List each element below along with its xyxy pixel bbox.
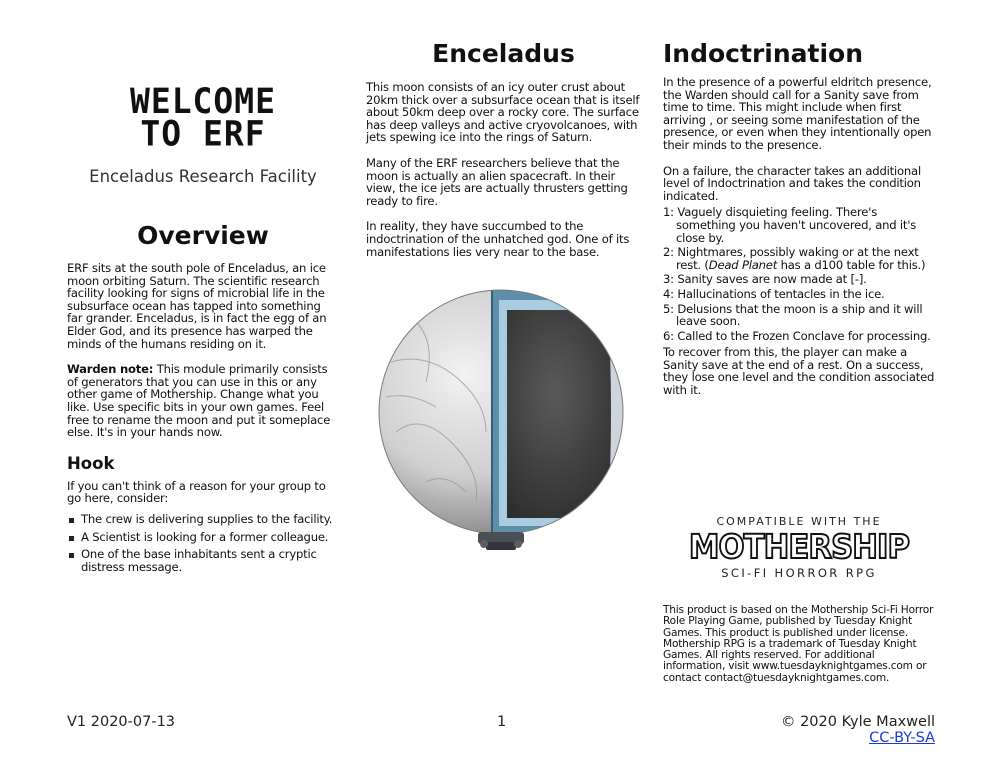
enceladus-cutaway-illustration bbox=[366, 282, 636, 554]
list-item: 1: Vaguely disquieting feeling. There's something you haven't uncovered, and it's close by. bbox=[663, 205, 917, 245]
list-item: 6: Called to the Frozen Conclave for processing. bbox=[663, 328, 931, 343]
overview-body: ERF sits at the south pole of Enceladus, an ice moon orbiting Saturn. The scientific research facility looking for signs of microbial life in the subsurface ocean has tapped into something far grander. Enceladus, is in fact the egg of an Elder God, and its presence has warped the minds of the humans residing on it. bbox=[67, 261, 327, 351]
compat-top-text: COMPATIBLE WITH THE bbox=[716, 515, 882, 528]
logo-line-2: TO ERF bbox=[140, 112, 266, 154]
hook-intro: If you can't think of a reason for your group to go here, consider: bbox=[67, 478, 326, 506]
list-item: One of the base inhabitants sent a cryptic distress message. bbox=[67, 548, 339, 573]
page-number: 1 bbox=[497, 714, 507, 730]
compat-bottom-text: SCI-FI HORROR RPG bbox=[721, 566, 877, 580]
warden-note-text: This module primarily consists of generators that you can use in this or any other game of Mothership. Change what you like. Use specific bits in your own games. Feel free to rename the moon and put it someplace else. It's in your hands now. bbox=[67, 362, 331, 440]
enceladus-heading: Enceladus bbox=[432, 39, 575, 68]
logo-line-1: WELCOME bbox=[129, 80, 277, 122]
welcome-logo bbox=[67, 80, 339, 154]
enceladus-section bbox=[366, 40, 641, 258]
version-label: V1 2020-07-13 bbox=[67, 714, 176, 730]
enceladus-p1: This moon consists of an icy outer crust about 20km thick over a subsurface ocean that is itself about 50km deep over a rocky core. The surface has deep valleys and active cryovolcanoes, with jets spewing ice into the rings of Saturn. bbox=[366, 80, 640, 145]
indoctrination-section bbox=[663, 40, 935, 397]
warden-note bbox=[67, 363, 339, 439]
condition-list bbox=[663, 206, 935, 342]
enceladus-p3: In reality, they have succumbed to the indoctrination of the unhatched god. One of its manifestations lies very near to the base. bbox=[366, 219, 630, 259]
list-item: 3: Sanity saves are now made at [-]. bbox=[663, 272, 867, 287]
list-item: A Scientist is looking for a former colleague. bbox=[67, 531, 339, 544]
copyright-text: © 2020 Kyle Maxwell bbox=[780, 714, 935, 730]
list-item: The crew is delivering supplies to the facility. bbox=[67, 513, 339, 526]
overview-section bbox=[67, 222, 339, 578]
indoctrination-heading: Indoctrination bbox=[663, 39, 863, 68]
compatibility-badge bbox=[663, 515, 935, 580]
list-item: 4: Hallucinations of tentacles in the ice. bbox=[663, 286, 885, 301]
list-item: 5: Delusions that the moon is a ship and it will leave soon. bbox=[663, 301, 923, 329]
condition-2-text-a: 2: Nightmares, possibly waking or at the next rest. ( bbox=[663, 245, 919, 272]
hook-heading: Hook bbox=[67, 453, 115, 473]
mothership-logo: MOTHERSHIP bbox=[688, 527, 910, 566]
indoctrination-p3: To recover from this, the player can make a Sanity save at the end of a rest. On a success, they lose one level and the condition associated with it. bbox=[663, 345, 935, 398]
moon-cutaway bbox=[492, 290, 636, 534]
list-item bbox=[663, 246, 935, 271]
dead-planet-title: Dead Planet bbox=[708, 257, 778, 272]
warden-note-label: Warden note: bbox=[67, 362, 154, 377]
condition-2-text-b: has a d100 table for this.) bbox=[777, 257, 926, 272]
overview-heading: Overview bbox=[137, 221, 269, 250]
indoctrination-p1: In the presence of a powerful eldritch presence, the Warden should call for a Sanity save from time to time. This might include when first arriving , or seeing some manifestation of the presence, or even when they intentionally open their minds to the presence. bbox=[663, 75, 932, 152]
license-link[interactable]: CC-BY-SA bbox=[869, 730, 935, 746]
base-structure bbox=[478, 532, 524, 550]
legal-notice: This product is based on the Mothership Sci-Fi Horror Role Playing Game, published by Tuesday Knight Games. This product is published under license. Mothership RPG is a trademark of Tuesday Knight Games. All rights reserved. For additional information, visit www.tuesdayknightgames.com or contact contact@tuesdayknightgames.com. bbox=[663, 604, 934, 684]
enceladus-p2: Many of the ERF researchers believe that the moon is actually an alien spacecraft. In their view, the ice jets are actually thrusters getting ready to fire. bbox=[366, 155, 628, 208]
copyright-block bbox=[760, 714, 935, 746]
hook-list bbox=[67, 513, 339, 573]
subtitle: Enceladus Research Facility bbox=[89, 167, 317, 186]
indoctrination-p2: On a failure, the character takes an additional level of Indoctrination and takes the condition indicated. bbox=[663, 163, 921, 203]
